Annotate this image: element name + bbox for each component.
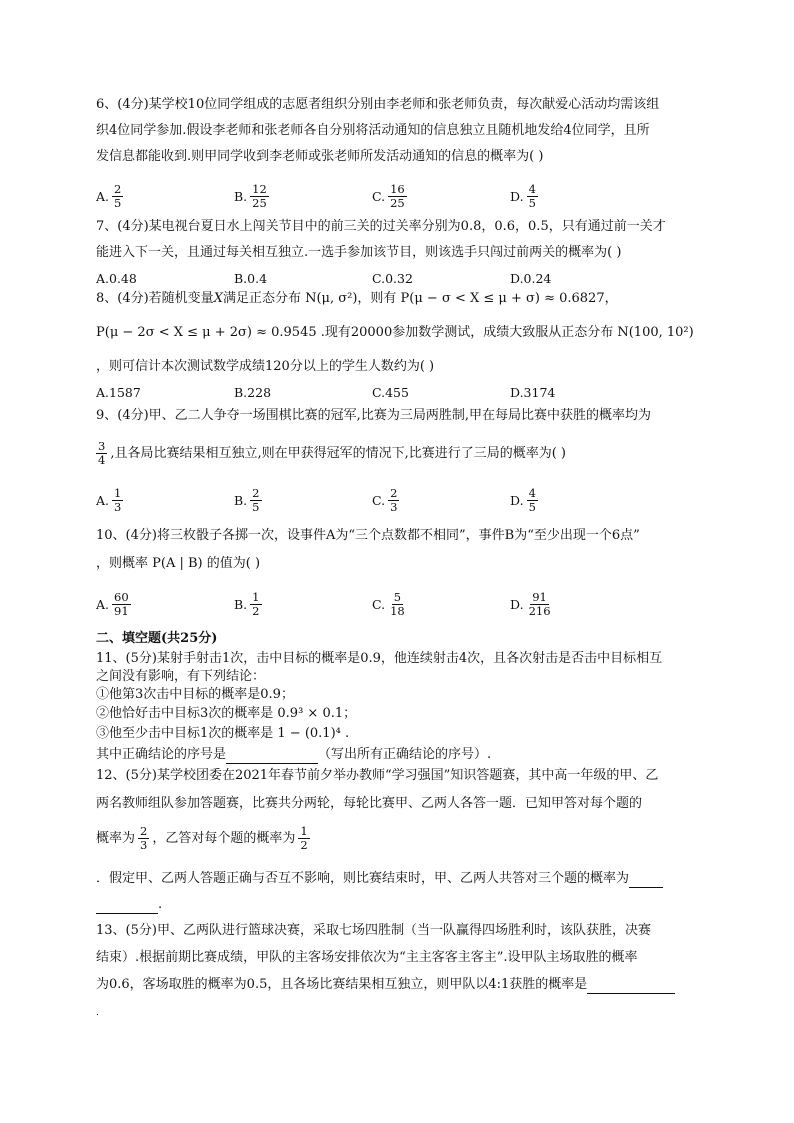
q8-option-d: D.3174	[510, 385, 556, 400]
q9-line1: 9、(4分)甲、乙二人争夺一场围棋比赛的冠军,比赛为三局两胜制,甲在每局比赛中获胜的概率均为	[96, 408, 651, 423]
option-label: B.	[234, 188, 248, 204]
option-fraction: $\frac{2}{5}$	[114, 181, 122, 210]
q13-line2: 结束）.根据前期比赛成绩，甲队的主客场安排依次为“主主客客主客主”.设甲队主场取胜的概率	[96, 950, 638, 965]
q11-conclusion-2: ②他恰好击中目标3次的概率是 0.9³ × 0.1；	[96, 706, 357, 721]
q13-line3-text: 为0.6，客场取胜的概率为0.5，且各场比赛结果相互独立，则甲队以4:1获胜的概率是	[96, 977, 588, 992]
q9-option-d	[510, 482, 538, 518]
q12-line3	[96, 822, 313, 856]
option-fraction: $\frac{16}{25}$	[390, 181, 405, 210]
q8-option-c: C.455	[372, 385, 409, 400]
q11-conclusion-3: ③他至少击中目标1次的概率是 1 − (0.1)⁴ .	[96, 726, 350, 741]
q7-line1: 7、(4分)某电视台夏日水上闯关节目中的前三关的过关率分别为0.8，0.6，0.5，只有通过前一关才	[96, 219, 666, 234]
q12-line5	[96, 896, 162, 914]
q7-line2: 能进入下一关，且通过每关相互独立.一选手参加该节目，则该选手只闯过前两关的概率为( )	[96, 245, 622, 260]
q6-option-a	[96, 178, 123, 214]
q6-options	[96, 178, 716, 214]
q13-line1: 13、(5分)甲、乙两队进行篮球决赛，采取七场四胜制（当一队赢得四场胜利时，该队获胜，决赛	[96, 923, 651, 938]
q8-line2: P(μ − 2σ < X ≤ μ + 2σ) ≈ 0.9545 .现有20000参加数学测试，成绩大致服从正态分布 N(100, 10²)	[96, 325, 694, 340]
q10-line2: ，则概率 P(A | B) 的值为( )	[96, 556, 261, 571]
option-fraction: $\frac{91}{216}$	[528, 589, 551, 618]
q12-line3-start: 概率为	[96, 831, 136, 846]
q9-line2	[96, 437, 566, 471]
q10-option-b	[234, 586, 262, 622]
q6-option-c	[372, 178, 407, 214]
option-label: A.	[96, 492, 110, 508]
option-label: C.	[372, 596, 386, 612]
q12-line5-end: .	[158, 897, 163, 912]
option-label: C.	[372, 188, 386, 204]
q10-options	[96, 586, 716, 622]
q9-fraction: $\frac{3}{4}$	[98, 439, 106, 467]
q12-line1: 12、(5分)某学校团委在2021年春节前夕举办教师“学习强国”知识答题赛，其中高一年级的甲、乙	[96, 768, 659, 783]
q11-conclusion-1: ①他第3次击中目标的概率是0.9；	[96, 687, 294, 702]
q11-answer-hint: （写出所有正确结论的序号）.	[318, 747, 492, 762]
q11-line2: 之间没有影响，有下列结论：	[96, 669, 266, 684]
q6-line3: 发信息都能收到.则甲同学收到李老师或张老师所发活动通知的信息的概率为( )	[96, 149, 544, 164]
q9-options	[96, 482, 716, 518]
q11-answer-blank[interactable]	[226, 749, 318, 764]
option-fraction: $\frac{2}{3}$	[390, 485, 398, 514]
q9-option-a	[96, 482, 123, 518]
q8-line1	[96, 290, 618, 308]
option-label: B.	[234, 596, 248, 612]
option-fraction: $\frac{4}{5}$	[528, 485, 536, 514]
option-fraction: $\frac{1}{3}$	[114, 485, 122, 514]
option-label: D.	[510, 492, 524, 508]
q9-option-c	[372, 482, 399, 518]
q13-line3	[96, 976, 675, 994]
q6-option-b	[234, 178, 269, 214]
q6-line2: 织4位同学参加.假设李老师和张老师各自分别将活动通知的信息独立且随机地发给4位同学，且所	[96, 123, 650, 138]
q9-option-b	[234, 482, 262, 518]
q10-line1: 10、(4分)将三枚骰子各掷一次，设事件A为“三个点数都不相同”，事件B为“至少出现一个6点”	[96, 528, 640, 543]
q8-line1-end: 满足正态分布 N(μ, σ²)，则有 P(μ − σ < X ≤ μ + σ) ≈ 0.6827，	[222, 291, 618, 306]
q11-answer-prompt: 其中正确结论的序号是	[96, 747, 227, 762]
q8-option-a: A.1587	[96, 385, 141, 400]
option-label: C.	[372, 492, 386, 508]
q7-option-b: B.0.4	[234, 271, 268, 286]
q10-option-c	[372, 586, 407, 622]
q7-options	[96, 270, 716, 288]
q12-line3-mid: ，乙答对每个题的概率为	[152, 831, 296, 846]
q12-line2: 两名教师组队参加答题赛，比赛共分两轮，每轮比赛甲、乙两人各答一题．已知甲答对每个题的	[96, 796, 643, 811]
option-label: B.	[234, 492, 248, 508]
q6-line1: 6、(4分)某学校10位同学组成的志愿者组织分别由李老师和张老师负责，每次献爱心活动均需该组	[96, 97, 660, 112]
q12-fraction-1: $\frac{2}{3}$	[140, 824, 148, 852]
q10-option-d	[510, 586, 553, 622]
q12-line4	[96, 870, 663, 888]
q12-answer-blank-part2[interactable]	[96, 899, 158, 914]
q8-line1-start: 8、(4分)若随机变量	[96, 291, 214, 306]
q7-option-c: C.0.32	[372, 271, 413, 286]
option-fraction: $\frac{4}{5}$	[528, 181, 536, 210]
q12-line4-text: ．假定甲、乙两人答题正确与否互不影响，则比赛结束时，甲、乙两人共答对三个题的概率为	[96, 871, 630, 886]
q12-fraction-2: $\frac{1}{2}$	[300, 824, 308, 852]
q12-answer-blank-part1[interactable]	[629, 873, 663, 888]
q8-variable-x: X	[213, 291, 223, 306]
q13-line4: .	[96, 1008, 99, 1018]
q7-option-a: A.0.48	[96, 271, 137, 286]
option-fraction: $\frac{5}{18}$	[390, 589, 405, 618]
q6-option-d	[510, 178, 538, 214]
q9-line2-text: ,且各局比赛结果相互独立,则在甲获得冠军的情况下,比赛进行了三局的概率为( )	[110, 446, 567, 461]
q8-line3: ，则可信计本次测试数学成绩120分以上的学生人数约为( )	[96, 359, 435, 374]
q13-answer-blank[interactable]	[587, 979, 675, 994]
q8-options	[96, 384, 716, 402]
q11-line1: 11、(5分)某射手射击1次，击中目标的概率是0.9，他连续射击4次，且各次射击是否击中目标相互	[96, 651, 663, 666]
option-fraction: $\frac{2}{5}$	[252, 485, 260, 514]
q11-answer-line	[96, 746, 491, 764]
option-label: A.	[96, 188, 110, 204]
q8-option-b: B.228	[234, 385, 272, 400]
q10-option-a	[96, 586, 131, 622]
option-label: D.	[510, 188, 524, 204]
option-fraction: $\frac{12}{25}$	[252, 181, 267, 210]
q7-option-d: D.0.24	[510, 271, 552, 286]
option-fraction: $\frac{1}{2}$	[252, 589, 260, 618]
option-label: D.	[510, 596, 524, 612]
option-label: A.	[96, 596, 110, 612]
option-fraction: $\frac{60}{91}$	[114, 589, 129, 618]
section-heading: 二、填空题(共25分)	[96, 631, 218, 646]
